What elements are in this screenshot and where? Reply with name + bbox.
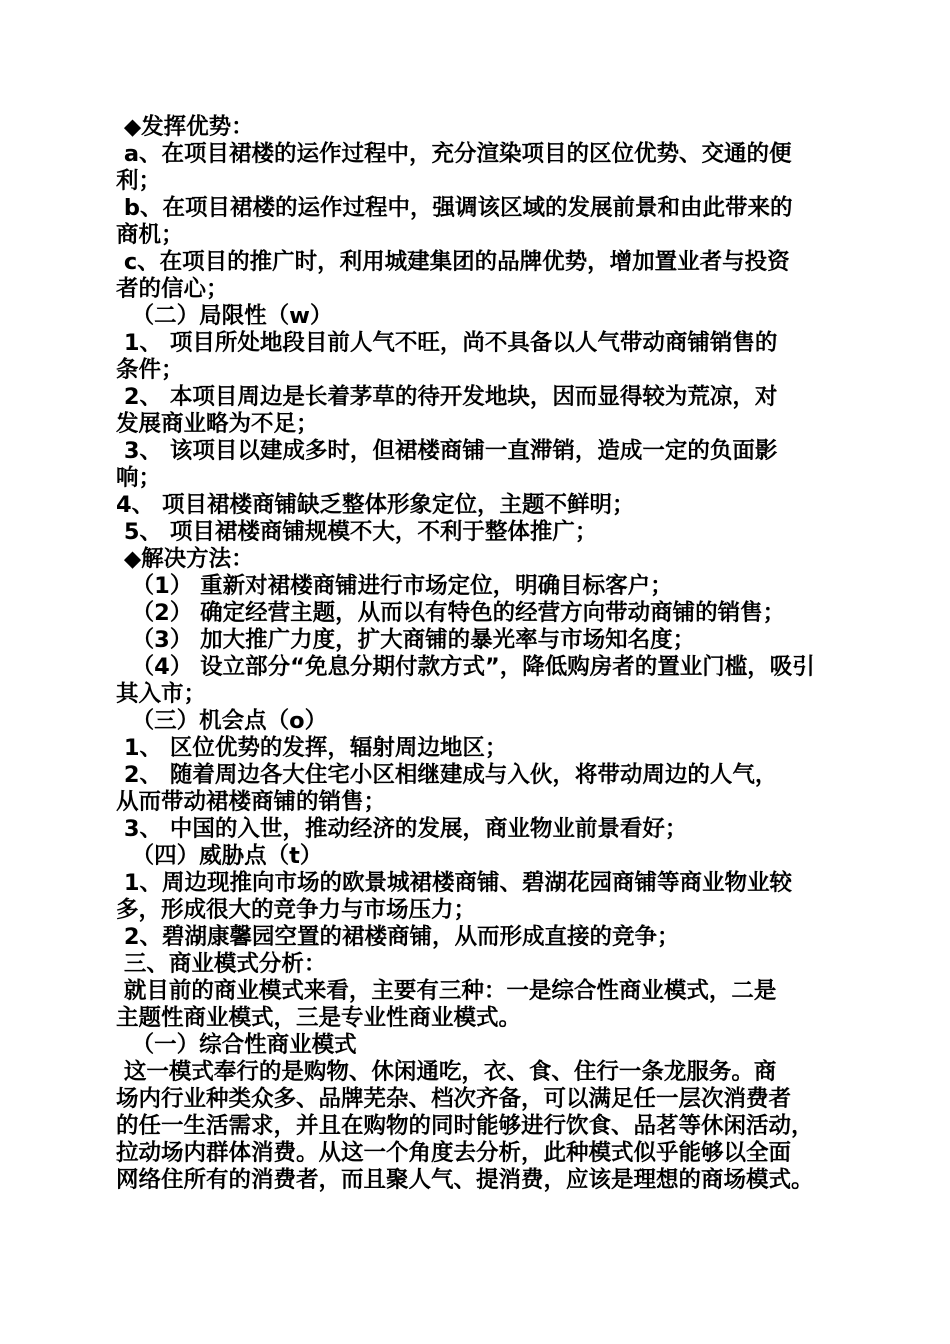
text-line-9: 1、 项目所处地段目前人气不旺，尚不具备以人气带动商铺销售的 [116,330,778,356]
document-body [116,114,846,1194]
text-line-12: 发展商业略为不足； [116,411,319,437]
text-line-23: （三）机会点（o） [116,708,328,734]
text-line-29: 1、周边现推向市场的欧景城裙楼商铺、碧湖花园商铺等商业物业较 [116,870,792,896]
text-line-11: 2、 本项目周边是长着茅草的待开发地块，因而显得较为荒凉，对 [116,384,778,410]
text-line-6: c、在项目的推广时，利用城建集团的品牌优势，增加置业者与投资 [116,249,790,275]
text-line-33: 就目前的商业模式来看，主要有三种：一是综合性商业模式，二是 [116,978,777,1004]
text-line-8: （二）局限性（w） [116,303,333,329]
text-line-19: （2） 确定经营主题，从而以有特色的经营方向带动商铺的销售； [116,600,786,626]
text-line-20: （3） 加大推广力度，扩大商铺的暴光率与市场知名度； [116,627,696,653]
text-line-27: 3、 中国的入世，推动经济的发展，商业物业前景看好； [116,816,688,842]
text-line-40: 网络住所有的消费者，而且聚人气、提消费，应该是理想的商场模式。 [116,1167,814,1193]
text-line-28: （四）威胁点（t） [116,843,323,869]
text-line-3: 利； [116,168,162,194]
text-line-2: a、在项目裙楼的运作过程中，充分渲染项目的区位优势、交通的便 [116,141,792,167]
text-line-22: 其入市； [116,681,207,707]
text-line-24: 1、 区位优势的发挥，辐射周边地区； [116,735,508,761]
text-line-30: 多，形成很大的竞争力与市场压力； [116,897,477,923]
text-line-26: 从而带动裙楼商铺的销售； [116,789,387,815]
text-line-14: 响； [116,465,162,491]
text-line-15: 4、 项目裙楼商铺缺乏整体形象定位，主题不鲜明； [116,492,635,518]
text-line-10: 条件； [116,357,184,383]
text-line-13: 3、 该项目以建成多时，但裙楼商铺一直滞销，造成一定的负面影 [116,438,778,464]
text-line-39: 拉动场内群体消费。从这一个角度去分析，此种模式似乎能够以全面 [116,1140,792,1166]
text-line-1: ◆发挥优势： [116,114,254,140]
text-line-34: 主题性商业模式，三是专业性商业模式。 [116,1005,522,1031]
text-line-21: （4） 设立部分“免息分期付款方式”，降低购房者的置业门槛，吸引 [116,654,815,680]
text-line-25: 2、 随着周边各大住宅小区相继建成与入伙，将带动周边的人气， [116,762,778,788]
text-line-4: b、在项目裙楼的运作过程中，强调该区域的发展前景和由此带来的 [116,195,793,221]
text-line-17: ◆解决方法： [116,546,254,572]
text-line-16: 5、 项目裙楼商铺规模不大，不利于整体推广； [116,519,598,545]
text-line-35: （一）综合性商业模式 [116,1032,357,1058]
text-line-38: 的任一生活需求，并且在购物的同时能够进行饮食、品茗等休闲活动， [116,1113,814,1139]
text-line-31: 2、碧湖康馨园空置的裙楼商铺，从而形成直接的竞争； [116,924,680,950]
text-line-37: 场内行业种类众多、品牌芜杂、档次齐备，可以满足任一层次消费者 [116,1086,792,1112]
text-line-18: （1） 重新对裙楼商铺进行市场定位，明确目标客户； [116,573,673,599]
text-line-32: 三、商业模式分析： [116,951,327,977]
text-line-7: 者的信心； [116,276,229,302]
text-line-5: 商机； [116,222,184,248]
text-line-36: 这一模式奉行的是购物、休闲通吃，衣、食、住行一条龙服务。商 [116,1059,777,1085]
